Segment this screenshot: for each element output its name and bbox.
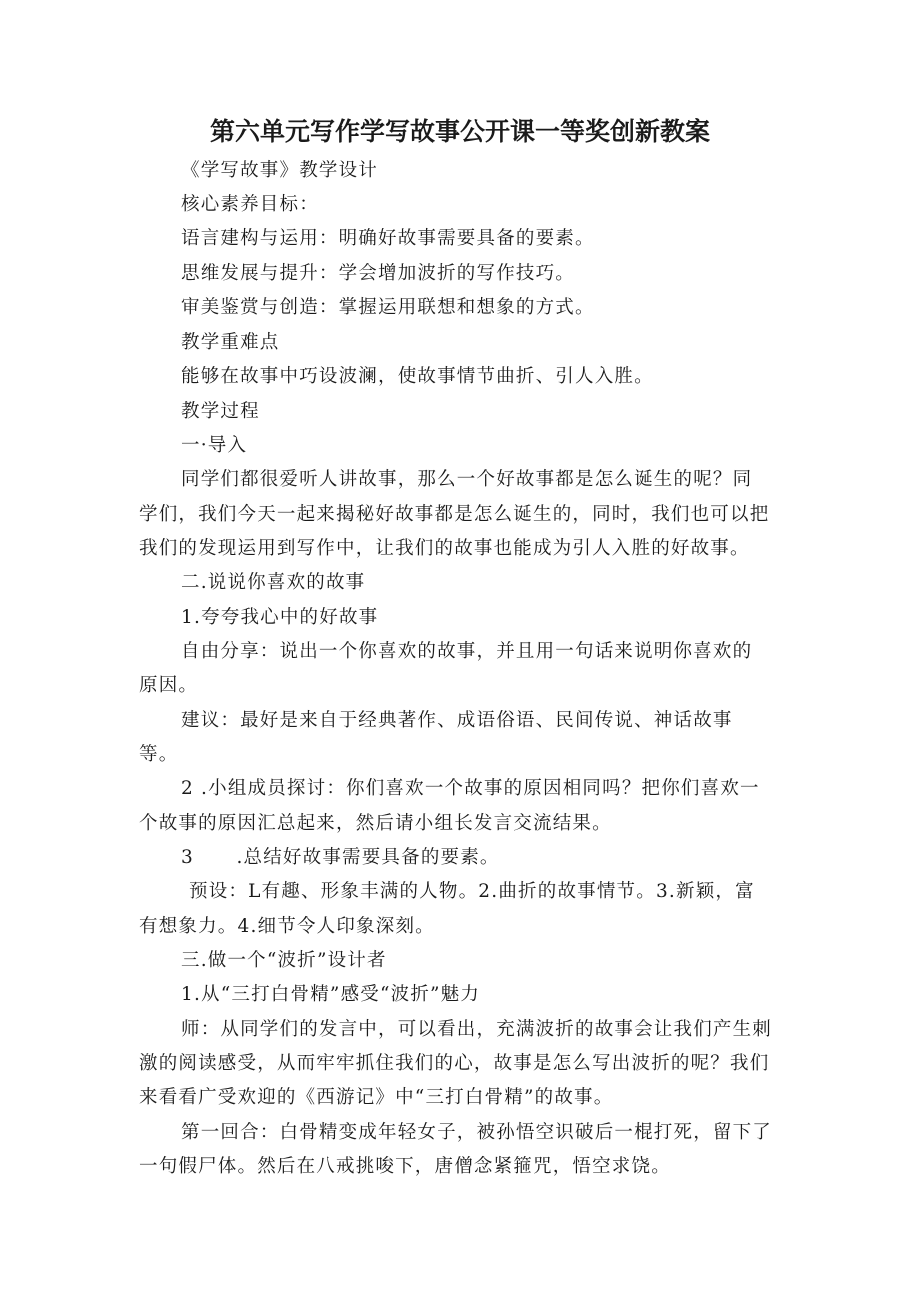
text-line: 一句假尸体。然后在八戒挑唆下，唐僧念紧箍咒，悟空求饶。 — [139, 1156, 671, 1177]
text-line: 建议：最好是来自于经典著作、成语俗语、民间传说、神话故事 — [181, 710, 733, 731]
text-line: 原因。 — [139, 675, 199, 696]
text-line: 语言建构与运用：明确好故事需要具备的要素。 — [181, 228, 595, 249]
document-title: 第六单元写作学写故事公开课一等奖创新教案 — [209, 117, 710, 146]
text-line: 2 .小组成员探讨：你们喜欢一个故事的原因相同吗？把你们喜欢一 — [181, 778, 760, 799]
subsection-heading: 1.从“三打白骨精”感受“波折”魅力 — [181, 984, 481, 1005]
text-line: 师：从同学们的发言中，可以看出，充满波折的故事会让我们产生刺 — [181, 1019, 773, 1040]
text-line: 等。 — [139, 744, 179, 765]
section-heading: 一·导入 — [181, 435, 248, 456]
text-line: 个故事的原因汇总起来，然后请小组长发言交流结果。 — [139, 813, 612, 834]
text-line: 来看看广受欢迎的《西游记》中“三打白骨精”的故事。 — [139, 1087, 614, 1108]
text-line: 我们的发现运用到写作中，让我们的故事也能成为引人入胜的好故事。 — [139, 538, 750, 559]
text-line: 有想象力。4.细节令人印象深刻。 — [139, 916, 435, 937]
text-line: 预设：L有趣、形象丰满的人物。2.曲折的故事情节。3.新颖，富 — [189, 881, 755, 902]
section-heading: 三.做一个“波折”设计者 — [181, 950, 387, 971]
text-line: 第一回合：白骨精变成年轻女子，被孙悟空识破后一棍打死，留下了 — [181, 1122, 773, 1143]
text-line: 自由分享：说出一个你喜欢的故事，并且用一句话来说明你喜欢的 — [181, 641, 753, 662]
subsection-heading: 1.夸夸我心中的好故事 — [181, 607, 379, 628]
section-heading: 二.说说你喜欢的故事 — [181, 572, 366, 593]
text-line: 3 .总结好故事需要具备的要素。 — [181, 847, 500, 868]
text-line: 审美鉴赏与创造：掌握运用联想和想象的方式。 — [181, 297, 595, 318]
section-heading: 教学过程 — [181, 401, 260, 422]
text-line: 核心素养目标： — [181, 194, 319, 215]
text-line: 学们，我们今天一起来揭秘好故事都是怎么诞生的，同时，我们也可以把 — [139, 504, 770, 525]
subtitle-line: 《学写故事》教学设计 — [181, 160, 379, 181]
text-line: 激的阅读感受，从而牢牢抓住我们的心，故事是怎么写出波折的呢？我们 — [139, 1053, 770, 1074]
text-line: 同学们都很爱听人讲故事，那么一个好故事都是怎么诞生的呢？同 — [181, 469, 753, 490]
text-line: 能够在故事中巧设波澜，使故事情节曲折、引人入胜。 — [181, 366, 654, 387]
text-line: 思维发展与提升：学会增加波折的写作技巧。 — [181, 263, 576, 284]
section-heading: 教学重难点 — [181, 332, 280, 353]
